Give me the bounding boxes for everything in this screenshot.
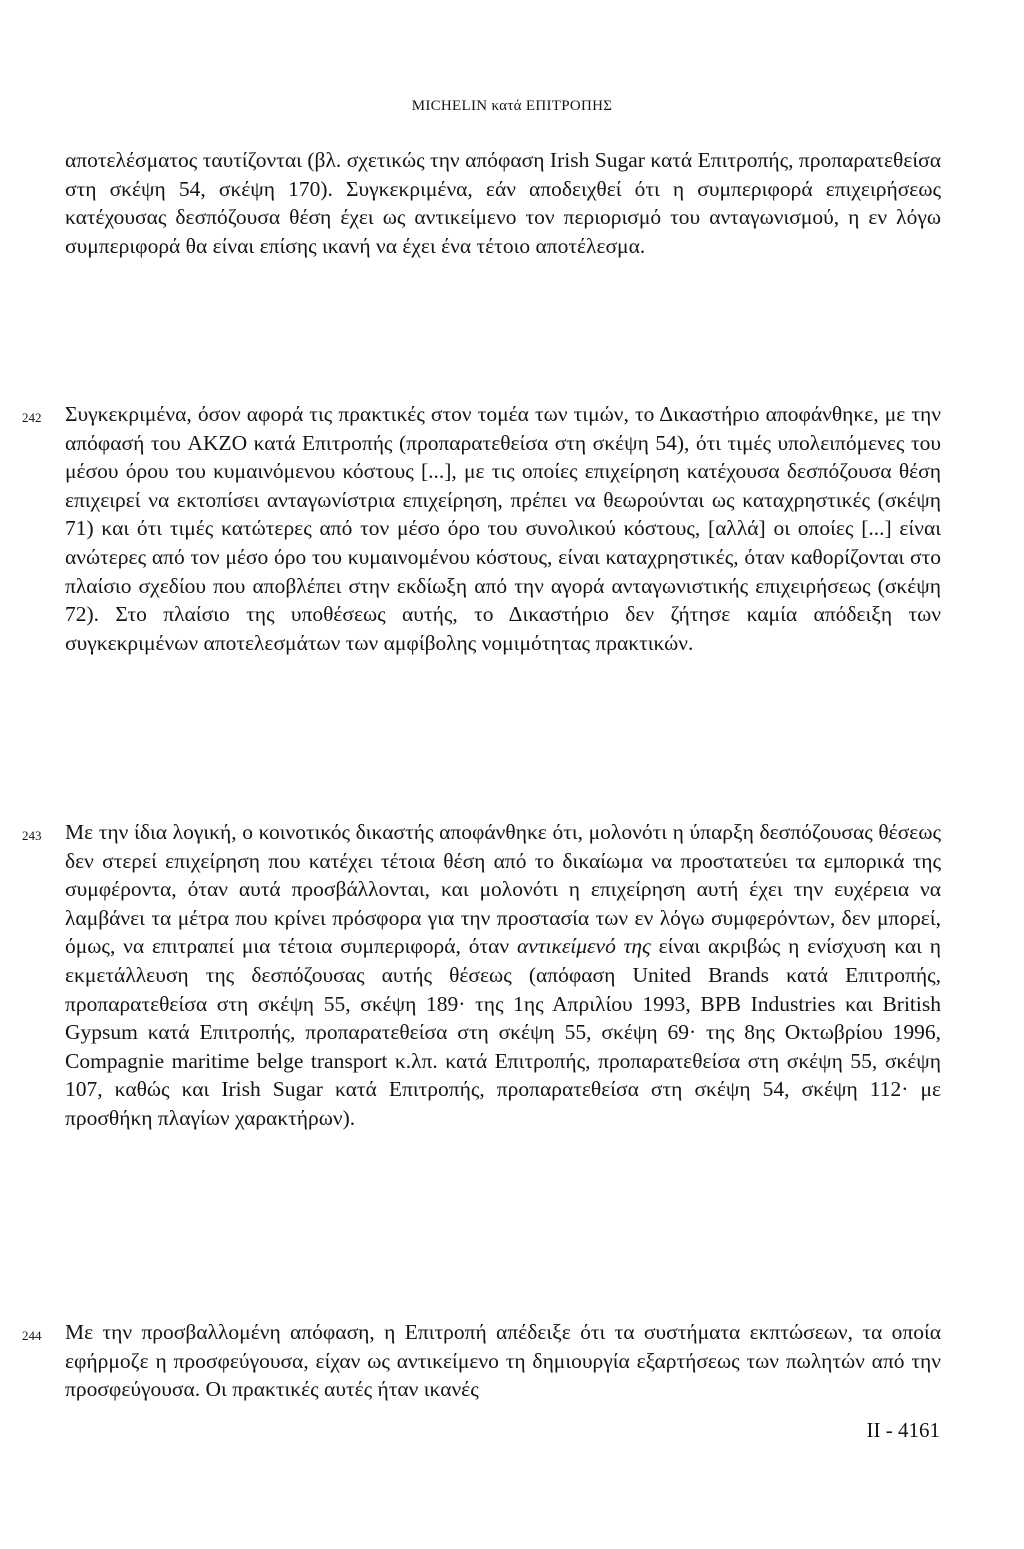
- paragraph-244: Με την προσβαλλομένη απόφαση, η Επιτροπή απέδειξε ότι τα συστήματα εκπτώσεων, τα οποία εφήρμοζε η προσφεύγουσα, είχαν ως αντικείμενο τη δημιουργία εξαρτήσεως των πωλητών από την προσφεύγουσα. Οι πρακτικές αυτές ήταν ικανές: [65, 1320, 941, 1402]
- paragraph-continuation: αποτελέσματος ταυτίζονται (βλ. σχετικώς την απόφαση Irish Sugar κατά Επιτροπής, προπαρατεθείσα στη σκέψη 54, σκέψη 170). Συγκεκριμένα, εάν αποδειχθεί ότι η συμπεριφορά επιχειρήσεως κατέχουσας δεσπόζουσα θέση έχει ως αντικείμενο τον περιορισμό του ανταγωνισμού, η εν λόγω συμπεριφορά θα είναι επίσης ικανή να έχει ένα τέτοιο αποτέλεσμα.: [65, 148, 941, 258]
- paragraph-243: [65, 818, 941, 1133]
- paragraph-number-243: 243: [22, 828, 42, 843]
- paragraph-number-242: 242: [22, 410, 42, 425]
- paragraph-243-part-1: Με την ίδια λογική, ο κοινοτικός δικαστής αποφάνθηκε ότι, μολονότι η ύπαρξη δεσπόζουσας θέσεως δεν στερεί επιχείρηση που κατέχει τέτοια θέση από το δικαίωμα να προστατεύει τα εμπορικά της συμφέροντα, όταν αυτά προσβάλλονται, και μολονότι η επιχείρηση αυτή έχει την ευχέρεια να λαμβάνει τα μέτρα που κρίνει πρόσφορα για την προστασία των εν λόγω συμφερόντων, δεν μπορεί, όμως, να επιτραπεί μια τέτοια συμπεριφορά, όταν: [65, 820, 941, 959]
- paragraph-243-part-2: είναι ακριβώς η ενίσχυση και η εκμετάλλευση της δεσπόζουσας αυτής θέσεως (απόφαση United Brands κατά Επιτροπής, προπαρατεθείσα στη σκέψη 55, σκέψη 189· της 1ης Απριλίου 1993, BPB Industries και British Gypsum κατά Επιτροπής, προπαρατεθείσα στη σκέψη 55, σκέψη 69· της 8ης Οκτωβρίου 1996, Compagnie maritime belge transport κ.λπ. κατά Επιτροπής, προπαρατεθείσα στη σκέψη 55, σκέψη 107, καθώς και Irish Sugar κατά Επιτροπής, προπαρατεθείσα στη σκέψη 54, σκέψη 112· με προσθήκη πλαγίων χαρακτήρων).: [65, 934, 942, 1130]
- paragraph-242: Συγκεκριμένα, όσον αφορά τις πρακτικές στον τομέα των τιμών, το Δικαστήριο αποφάνθηκε, με την απόφασή του AKZO κατά Επιτροπής (προπαρατεθείσα στη σκέψη 54), ότι τιμές υπολειπόμενες του μέσου όρου του κυμαινόμενου κόστους [...], με τις οποίες επιχείρηση κατέχουσα δεσπόζουσα θέση επιχειρεί να εκτοπίσει ανταγωνίστρια επιχείρηση, πρέπει να θεωρούνται ως καταχρηστικές (σκέψη 71) και ότι τιμές κατώτερες από τον μέσο όρο του συνολικού κόστους, [αλλά] οι οποίες [...] είναι ανώτερες από τον μέσο όρο του κυμαινομένου κόστους, είναι καταχρηστικές, όταν καθορίζονται στο πλαίσιο σχεδίου που αποβλέπει στην εκδίωξη από την αγορά ανταγωνιστικής επιχειρήσεως (σκέψη 72). Στο πλαίσιο της υποθέσεως αυτής, το Δικαστήριο δεν ζήτησε καμία απόδειξη των συγκεκριμένων αποτελεσμάτων των αμφίβολης νομιμότητας πρακτικών.: [65, 402, 941, 655]
- page-number: II - 4161: [866, 1418, 940, 1442]
- running-header: MICHELIN κατά ΕΠΙΤΡΟΠΗΣ: [411, 98, 613, 114]
- paragraph-243-italic: αντικείμενό της: [517, 934, 651, 959]
- paragraph-number-244: 244: [22, 1328, 42, 1343]
